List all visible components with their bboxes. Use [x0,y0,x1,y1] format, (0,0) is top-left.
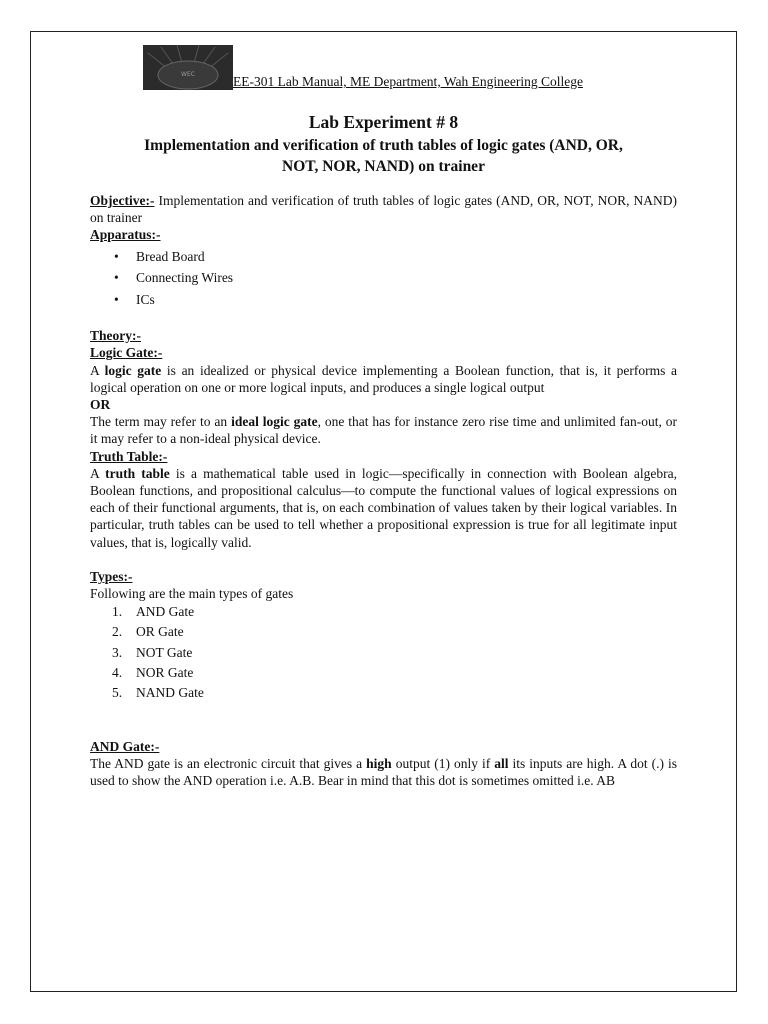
list-item [112,602,677,622]
page-title: Lab Experiment # 8 [308,112,459,132]
list-item: • Connecting Wires [136,267,677,289]
objective-text: Implementation and verification of truth tables of logic gates (AND, OR, NOT, NOR, NAND) on trainer [90,193,677,226]
text-run: A [90,465,106,481]
ideal-logic-gate-paragraph [90,413,677,447]
list-item: • Bread Board [136,246,677,268]
list-label: AND Gate [136,604,195,620]
list-item [112,622,677,642]
list-number: 1. [112,604,123,620]
all-term: all [494,755,509,771]
text-run: The term may refer to an [90,414,232,430]
subtitle-line-1: Implementation and verification of truth tables of logic gates (AND, OR, [144,137,623,154]
list-number: 5. [112,685,123,701]
text-run: , one that has for instance zero rise time and unlimited fan-out, or it may refer to a non-ideal physical device. [90,414,678,447]
list-label: OR Gate [136,624,184,640]
list-number: 2. [112,624,123,640]
college-logo [143,45,233,90]
types-heading: Types:- [90,568,133,584]
apparatus-list [90,246,677,311]
text-run: output (1) only if [391,755,495,771]
high-term: high [366,755,392,771]
objective-heading: Objective:- [90,193,155,208]
list-item [112,643,677,663]
list-number: 3. [112,644,123,660]
text-run: is a mathematical table used in logic—specifically in connection with Boolean algebra, Boolean functions, and propositional calculus—to compute the functional values of logical expressions on each of their functional arguments, that is, on each combination of values taken by their logical variables. In particular, truth tables can be used to tell whether a propositional expression is true for all legitimate input values, that is, logically valid. [90,465,677,550]
gate-types-list [90,602,677,703]
text-run: A [90,362,105,378]
text-run: is an idealized or physical device implementing a Boolean function, that is, it performs a logical operation on one or more logical inputs, and produces a single logical output [90,362,677,395]
list-item: • ICs [136,289,677,311]
objective-paragraph [90,192,677,226]
apparatus-heading: Apparatus:- [90,227,161,243]
truth-table-paragraph [90,465,677,551]
list-item [112,663,677,683]
list-label: NAND Gate [136,685,204,701]
ideal-logic-gate-term: ideal logic gate [231,414,318,430]
or-label: OR [90,396,111,412]
truth-table-term: truth table [105,465,170,481]
course-header: EE-301 Lab Manual, ME Department, Wah Engineering College [233,74,583,89]
text-run: its inputs are high. A dot (.) is used to show the AND operation i.e. A.B. Bear in mind that this dot is sometimes omitted i.e. AB [90,755,677,789]
logic-gate-heading: Logic Gate:- [90,345,163,361]
document-body [90,192,677,789]
logic-gate-term: logic gate [104,362,162,378]
theory-heading: Theory:- [90,328,141,344]
text-run: The AND gate is an electronic circuit that gives a [90,755,367,771]
types-intro: Following are the main types of gates [90,585,294,601]
list-label: NOR Gate [136,665,194,681]
subtitle-line-2: NOT, NOR, NAND) on trainer [282,158,485,175]
logic-gate-paragraph [90,362,677,396]
truth-table-heading: Truth Table:- [90,448,168,464]
svg-text:WEC: WEC [181,71,195,78]
and-gate-heading: AND Gate:- [90,738,160,754]
list-number: 4. [112,665,123,681]
list-item [112,683,677,703]
page-subtitle [90,135,677,177]
list-label: NOT Gate [136,644,193,660]
and-gate-paragraph [90,755,677,789]
